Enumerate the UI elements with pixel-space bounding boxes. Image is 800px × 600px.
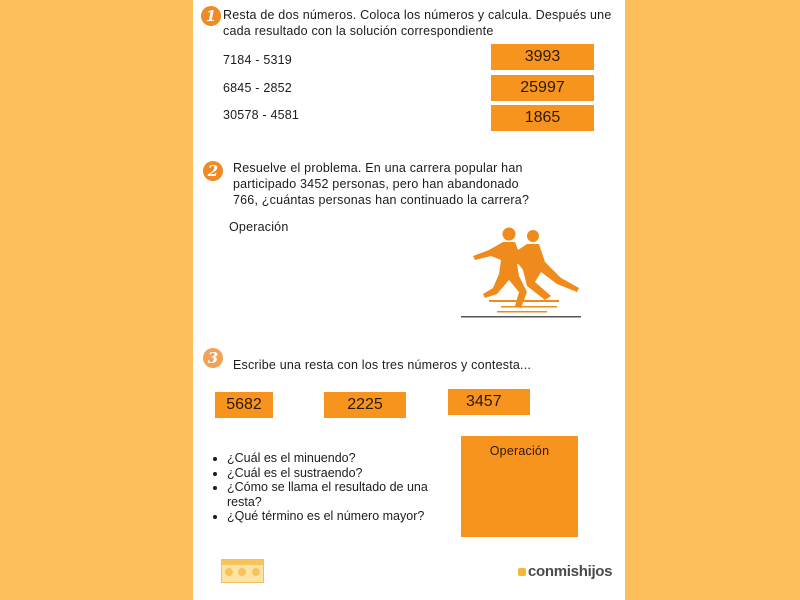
exercise-1-operation-2: 6845 - 2852 <box>223 81 292 95</box>
number-box-1: 5682 <box>215 392 273 418</box>
question-2: • ¿Cuál es el sustraendo? <box>227 466 449 481</box>
brand-logo <box>518 563 612 580</box>
exercise-3-instruction: Escribe una resta con los tres números y contesta... <box>233 358 532 372</box>
exercise-2-badge: 2 <box>203 161 223 181</box>
rating-stamp-icon <box>221 559 264 583</box>
question-4: • ¿Qué término es el número mayor? <box>227 509 449 524</box>
exercise-3-badge: 3 <box>203 348 223 368</box>
number-box-3: 3457 <box>448 389 530 415</box>
logo-square-icon <box>518 568 526 576</box>
question-3: • ¿Cómo se llama el resultado de una resta? <box>227 480 449 509</box>
exercise-2-instruction: Resuelve el problema. En una carrera popular han participado 3452 personas, pero han abandonado 766, ¿cuántas personas han continuado la carrera? <box>233 161 530 207</box>
exercise-1-badge: 1 <box>201 6 221 26</box>
exercise-1-operation-1: 7184 - 5319 <box>223 53 292 67</box>
result-box-1: 3993 <box>491 44 594 70</box>
number-box-2: 2225 <box>324 392 406 418</box>
question-1: • ¿Cuál es el minuendo? <box>227 451 449 466</box>
runners-illustration <box>461 222 589 322</box>
exercise-1-operation-3: 30578 - 4581 <box>223 108 300 122</box>
brand-logo-text: conmishijos <box>528 563 613 580</box>
questions-list <box>209 451 449 524</box>
result-box-3: 1865 <box>491 105 594 131</box>
exercise-3-operation-box <box>461 436 578 537</box>
worksheet-page <box>193 0 625 600</box>
exercise-1-instruction: Resta de dos números. Coloca los números y calcula. Después une cada resultado con la solución correspondiente <box>223 8 612 38</box>
exercise-3-operation-label: Operación <box>489 444 550 458</box>
result-box-2: 25997 <box>491 75 594 101</box>
exercise-2-operation-label: Operación <box>229 220 289 234</box>
